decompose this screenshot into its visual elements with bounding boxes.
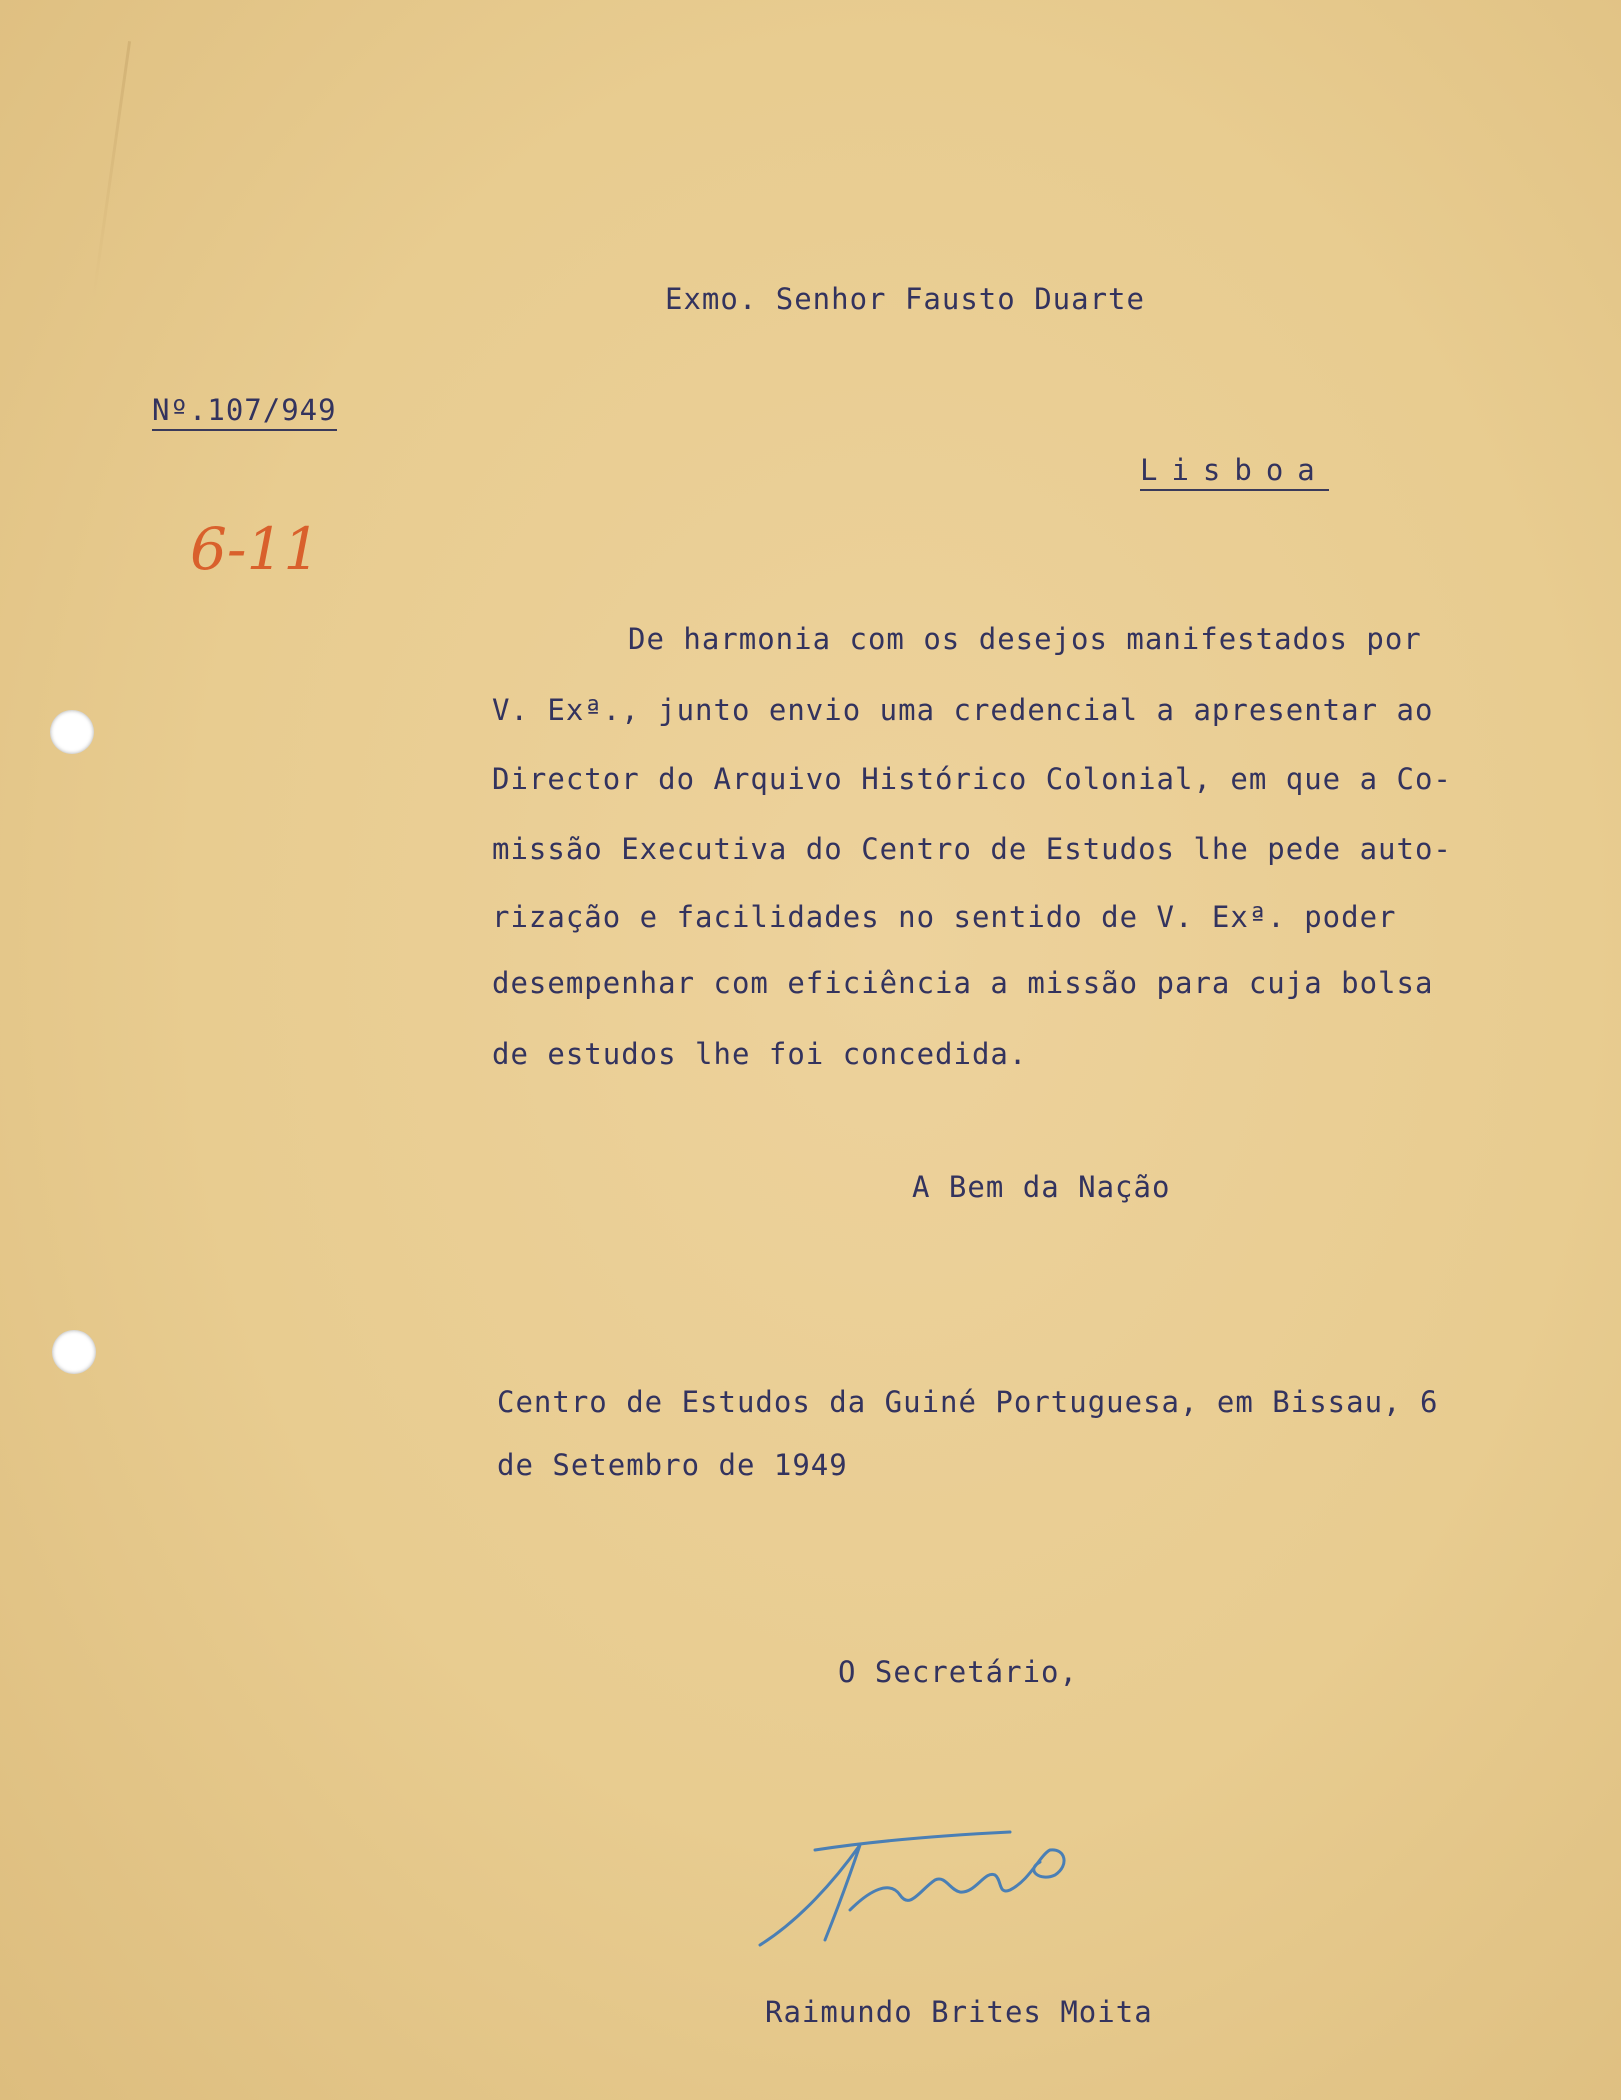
handwritten-annotation: 6-11 xyxy=(190,515,321,583)
body-line-7: de estudos lhe foi concedida. xyxy=(492,1037,1028,1071)
handwritten-signature xyxy=(740,1820,1140,1970)
body-line-5: rização e facilidades no sentido de V. Exª. poder xyxy=(492,900,1397,934)
paper-crease xyxy=(92,41,131,299)
place-date-line-2: de Setembro de 1949 xyxy=(497,1448,848,1482)
punch-hole-top xyxy=(50,710,94,754)
punch-hole-bottom xyxy=(52,1330,96,1374)
signatory-title: O Secretário, xyxy=(838,1655,1078,1689)
closing-salutation: A Bem da Nação xyxy=(912,1170,1171,1204)
body-line-2: V. Exª., junto envio uma credencial a apresentar ao xyxy=(492,693,1434,727)
signatory-name: Raimundo Brites Moita xyxy=(765,1995,1153,2029)
place-date-line-1: Centro de Estudos da Guiné Portuguesa, em Bissau, 6 xyxy=(497,1385,1439,1419)
body-line-4: missão Executiva do Centro de Estudos lhe pede auto- xyxy=(492,832,1452,866)
body-line-6: desempenhar com eficiência a missão para cuja bolsa xyxy=(492,966,1434,1000)
addressee-city: Lisboa xyxy=(1140,453,1329,491)
body-line-3: Director do Arquivo Histórico Colonial, em que a Co- xyxy=(492,762,1452,796)
addressee: Exmo. Senhor Fausto Duarte xyxy=(665,282,1145,316)
body-line-1: De harmonia com os desejos manifestados por xyxy=(628,622,1422,656)
reference-number: Nº.107/949 xyxy=(152,393,337,431)
